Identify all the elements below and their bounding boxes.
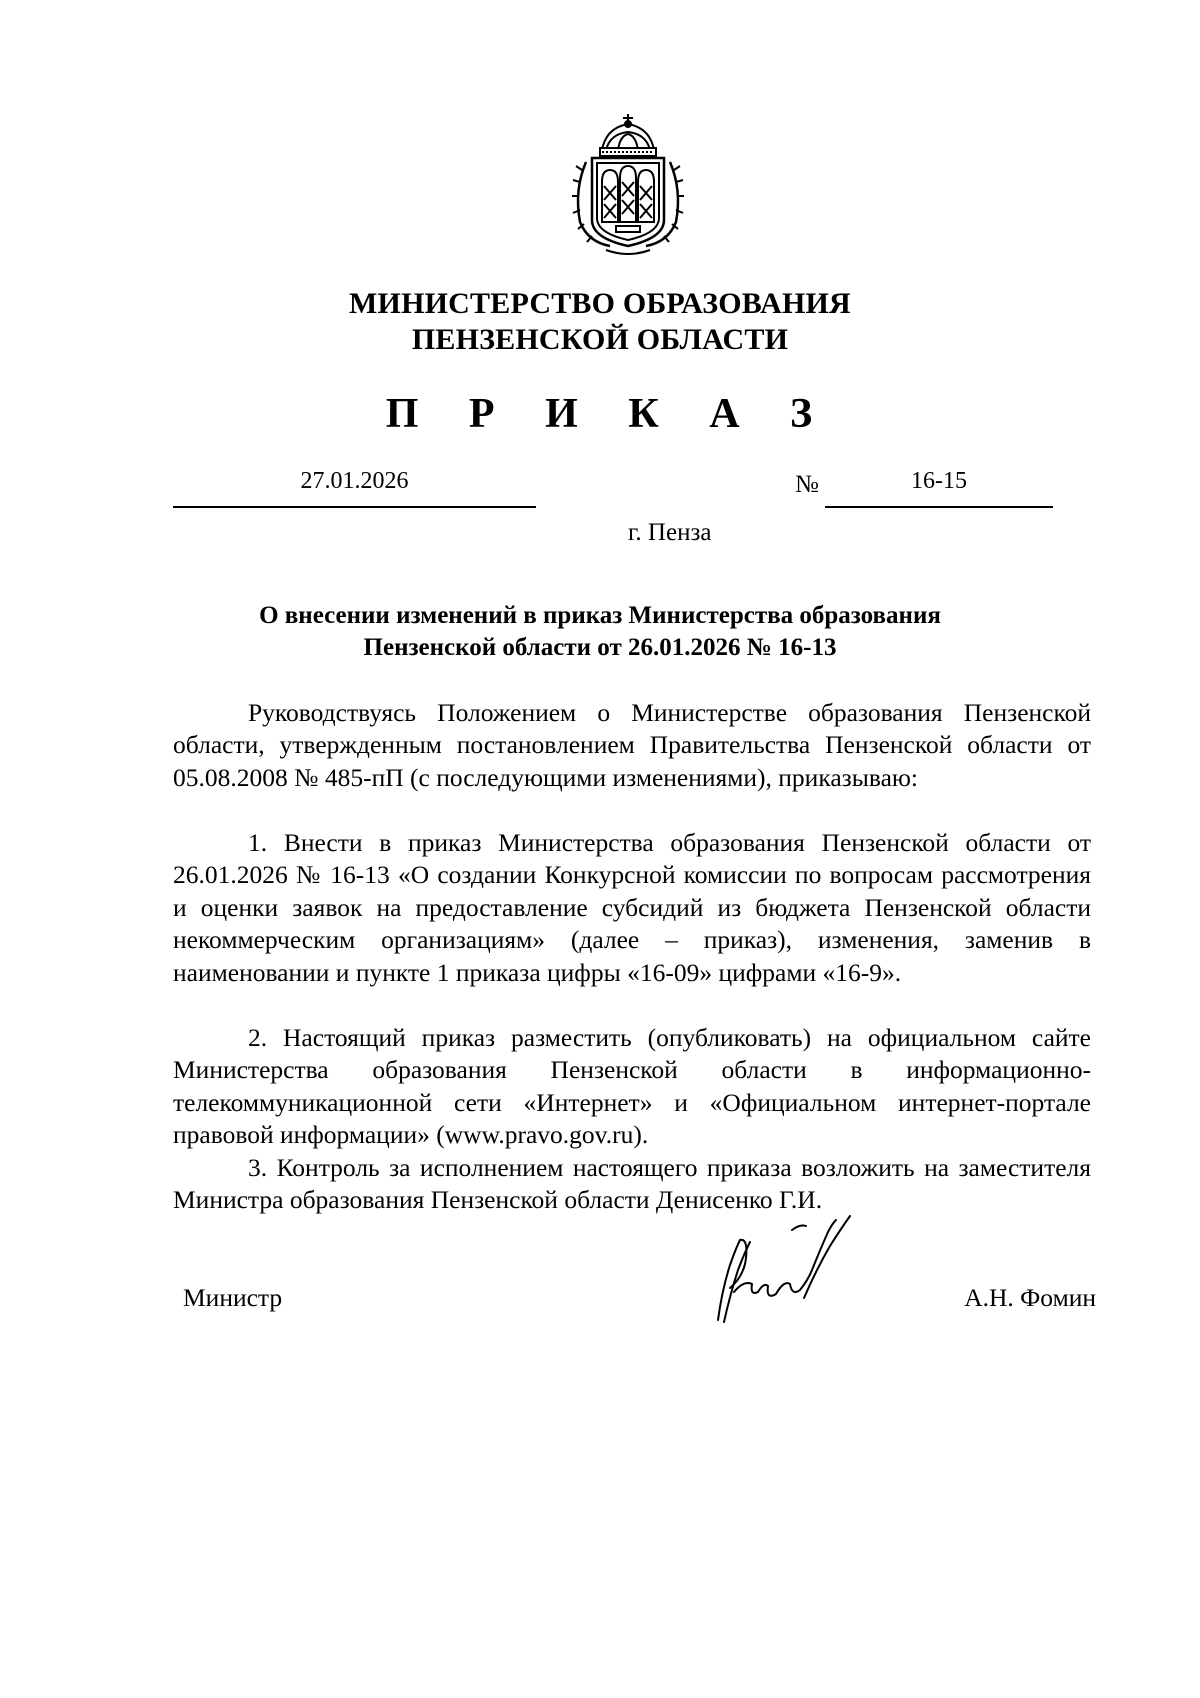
order-title-line1: О внесении изменений в приказ Министерства образования [259, 602, 941, 629]
document-type-heading: П Р И К А З [385, 391, 833, 437]
order-date: 27.01.2026 [173, 466, 536, 508]
order-title-line2: Пензенской области от 26.01.2026 № 16-13 [363, 634, 837, 661]
organization-name-line1: МИНИСТЕРСТВО ОБРАЗОВАНИЯ [349, 287, 851, 320]
signatory-name: А.Н. Фомин [964, 1283, 1096, 1312]
number-sign: № [795, 471, 819, 498]
order-item-1: 1. Внести в приказ Министерства образования Пензенской области от 26.01.2026 № 16-13 «О создании Конкурсной комиссии по вопросам рассмотрения и оценки заявок на предоставление субсидий из бюджета Пензенской области некоммерческим организациям» (далее – приказ), изменения, заменив в наименовании и пункте 1 приказа цифры «16-09» цифрами «16-9». [173, 828, 1091, 987]
organization-name-line2: ПЕНЗЕНСКОЙ ОБЛАСТИ [411, 323, 789, 356]
order-number: 16-15 [825, 466, 1053, 508]
signatory-position: Министр [183, 1283, 283, 1312]
order-item-2: 2. Настоящий приказ разместить (опубликовать) на официальном сайте Министерства образования Пензенской области в информационно-телекоммуникационной сети «Интернет» и «Официальном интернет-портале правовой информации» (www.pravo.gov.ru). [173, 1023, 1091, 1150]
city: г. Пенза [628, 519, 712, 546]
order-item-3: 3. Контроль за исполнением настоящего приказа возложить на заместителя Министра образования Пензенской области Денисенко Г.И. [173, 1153, 1091, 1215]
coat-of-arms-icon [566, 110, 691, 260]
handwritten-signature-icon [700, 1210, 900, 1330]
preamble-paragraph: Руководствуясь Положением о Министерстве образования Пензенской области, утвержденным постановлением Правительства Пензенской области от 05.08.2008 № 485-пП (с последующими изменениями), приказываю: [173, 698, 1091, 792]
